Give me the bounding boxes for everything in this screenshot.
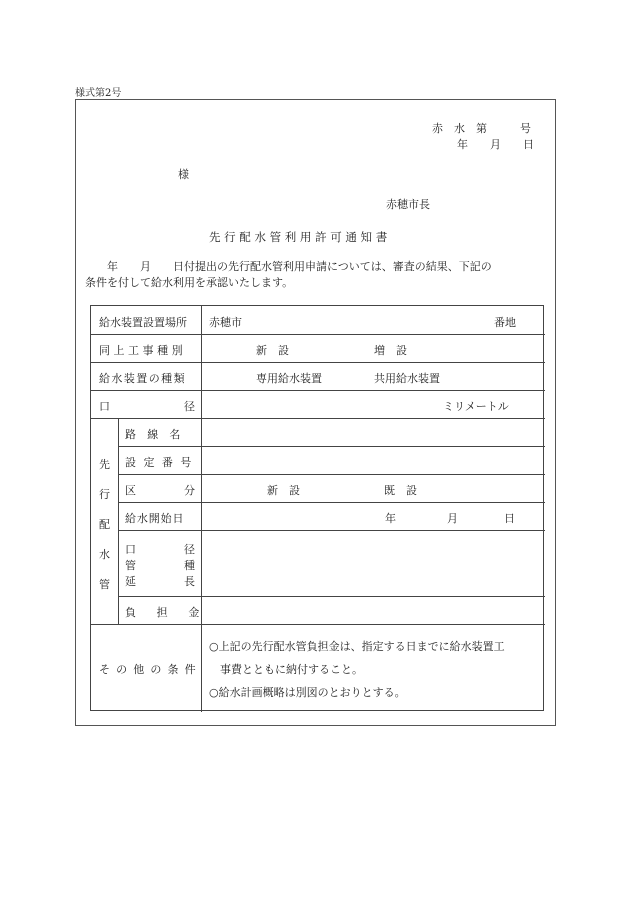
division-label-left: 区 bbox=[125, 484, 136, 497]
conditions-label: そ の 他 の 条 件 bbox=[99, 663, 198, 676]
permit-table bbox=[90, 305, 544, 711]
location-label: 給水装置設置場所 bbox=[99, 316, 187, 329]
row-divider bbox=[118, 474, 545, 475]
start-date-day: 日 bbox=[504, 512, 515, 525]
pipe-bore-left: 口 bbox=[125, 543, 136, 556]
pipe-type-left: 管 bbox=[125, 559, 136, 572]
row-divider bbox=[91, 418, 545, 419]
location-city: 赤穂市 bbox=[209, 316, 242, 329]
issue-date: 年 月 日 bbox=[457, 138, 534, 151]
pipe-length-left: 延 bbox=[125, 575, 136, 588]
pipe-type-right: 種 bbox=[184, 559, 195, 572]
body-text-line1: 年 月 日付提出の先行配水管利用申請については、審査の結果、下記の bbox=[85, 260, 492, 273]
work-type-extension: 増 設 bbox=[374, 344, 407, 357]
work-type-label: 同上工事種別 bbox=[99, 344, 187, 357]
work-type-new: 新 設 bbox=[256, 344, 289, 357]
bore-unit: ミリメートル bbox=[443, 400, 509, 413]
addressee-suffix: 様 bbox=[178, 168, 189, 181]
condition-line: 事費とともに納付すること。 bbox=[209, 663, 363, 676]
burden-label: 負 担 金 bbox=[125, 606, 208, 619]
start-date-label: 給水開始日 bbox=[125, 512, 185, 525]
row-divider bbox=[118, 446, 545, 447]
route-name-label: 路 線 名 bbox=[125, 428, 185, 441]
row-divider bbox=[118, 530, 545, 531]
group-label-char: 先 bbox=[99, 458, 110, 471]
column-divider bbox=[118, 418, 119, 624]
start-date-month: 月 bbox=[447, 512, 458, 525]
pipe-length-right: 長 bbox=[184, 575, 195, 588]
document-number: 赤 水 第 号 bbox=[432, 122, 531, 135]
group-label-char: 水 bbox=[99, 548, 110, 561]
pipe-bore-right: 径 bbox=[184, 543, 195, 556]
form-number: 様式第2号 bbox=[75, 88, 122, 99]
row-divider bbox=[118, 502, 545, 503]
start-date-year: 年 bbox=[385, 512, 396, 525]
group-label-char: 管 bbox=[99, 578, 110, 591]
row-divider bbox=[91, 362, 545, 363]
division-existing: 既 設 bbox=[384, 484, 417, 497]
group-label-char: 行 bbox=[99, 488, 110, 501]
row-divider bbox=[118, 596, 545, 597]
row-divider bbox=[91, 334, 545, 335]
device-type-label: 給水装置の種類 bbox=[99, 372, 187, 385]
bore-label-right: 径 bbox=[184, 400, 195, 413]
row-divider bbox=[91, 624, 545, 625]
column-divider bbox=[201, 306, 202, 712]
group-label-char: 配 bbox=[99, 518, 110, 531]
document-title: 先 行 配 水 管 利 用 許 可 通 知 書 bbox=[209, 230, 388, 244]
division-label-right: 分 bbox=[184, 484, 195, 497]
setting-number-label: 設 定 番 号 bbox=[125, 456, 194, 469]
condition-line: ○給水計画概略は別図のとおりとする。 bbox=[209, 686, 406, 699]
bore-label-left: 口 bbox=[99, 400, 110, 413]
division-new: 新 設 bbox=[267, 484, 300, 497]
location-suffix: 番地 bbox=[494, 316, 516, 329]
body-text-line2: 条件を付して給水利用を承認いたします。 bbox=[85, 276, 294, 289]
issuer-name: 赤穂市長 bbox=[386, 198, 430, 211]
row-divider bbox=[91, 390, 545, 391]
device-type-private: 専用給水装置 bbox=[256, 372, 322, 385]
condition-line: ○上記の先行配水管負担金は、指定する日までに給水装置工 bbox=[209, 640, 505, 653]
device-type-shared: 共用給水装置 bbox=[374, 372, 440, 385]
